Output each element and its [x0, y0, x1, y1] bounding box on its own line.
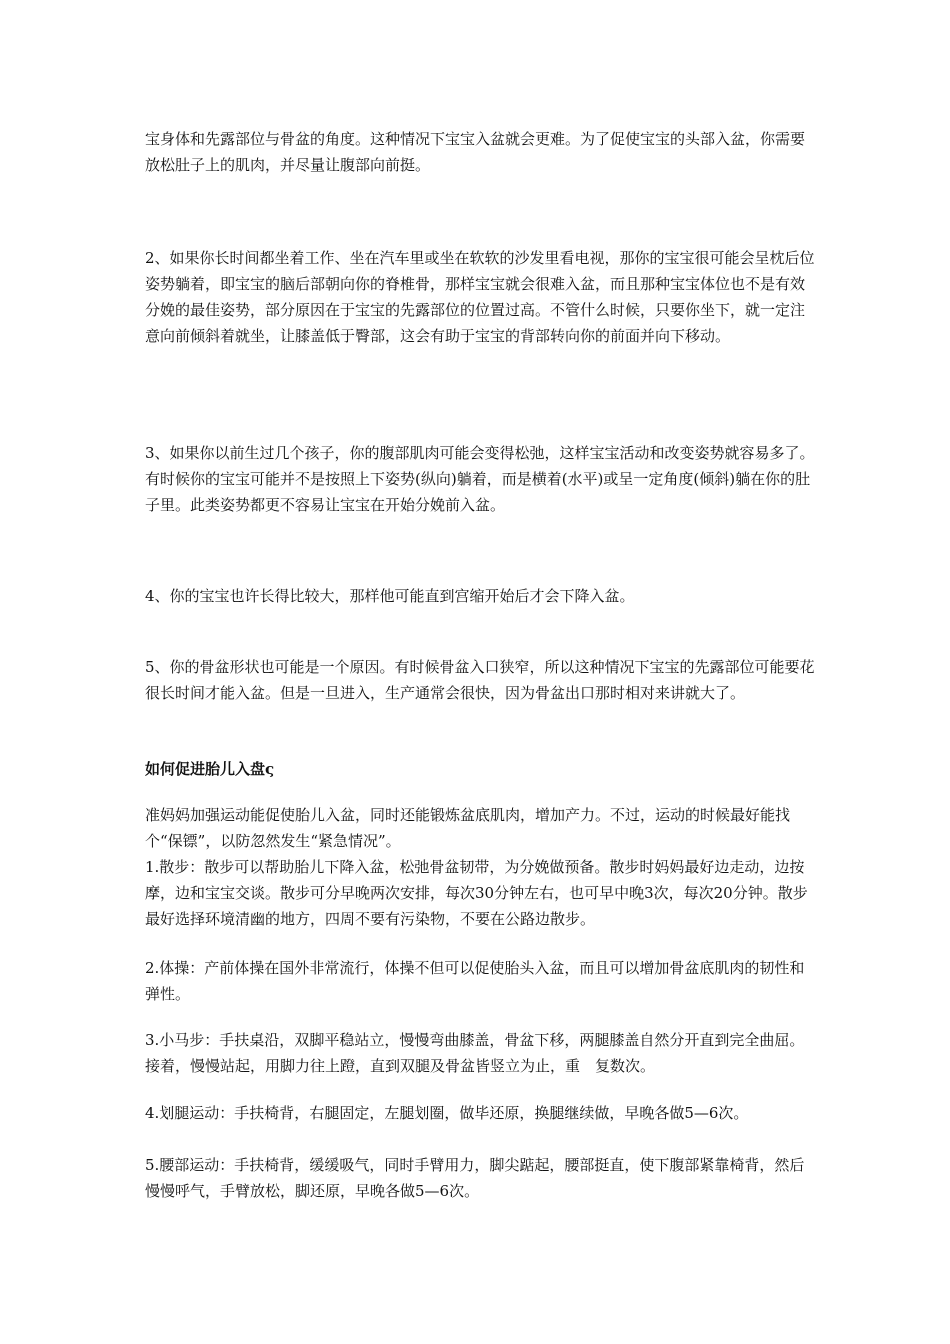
- section-heading: 如何促进胎儿入盘ς: [145, 760, 275, 778]
- paragraph-4: [145, 583, 815, 609]
- section-intro: 准妈妈加强运动能促使胎儿入盆，同时还能锻炼盆底肌肉，增加产力。不过，运动的时候最好能找个“保镖”，以防忽然发生“紧急情况”。: [145, 806, 791, 850]
- paragraph-continued: [145, 126, 815, 178]
- paragraph-text: 4、你的宝宝也许长得比较大，那样他可能直到宫缩开始后才会下降入盆。: [145, 587, 635, 605]
- list-item-horse-stance: [145, 1027, 815, 1079]
- paragraph-2: [145, 245, 815, 349]
- section-body: [145, 802, 815, 932]
- paragraph-text: 4.划腿运动：手扶椅背，右腿固定，左腿划圈，做毕还原，换腿继续做，早晚各做5—6次。: [145, 1104, 749, 1122]
- paragraph-text: 2.体操：产前体操在国外非常流行，体操不但可以促使胎头入盆，而且可以增加骨盆底肌肉的韧性和弹性。: [145, 959, 805, 1003]
- list-item-walking: 1.散步：散步可以帮助胎儿下降入盆，松弛骨盆韧带，为分娩做预备。散步时妈妈最好边走动，边按摩，边和宝宝交谈。散步可分早晚两次安排，每次30分钟左右，也可早中晚3次，每次20分钟。散步最好选择环境清幽的地方，四周不要有污染物，不要在公路边散步。: [145, 858, 808, 928]
- paragraph-text: 3.小马步：手扶桌沿，双脚平稳站立，慢慢弯曲膝盖，骨盆下移，两腿膝盖自然分开直到完全曲屈。接着，慢慢站起，用脚力往上蹬，直到双腿及骨盆皆竖立为止，重 复数次。: [145, 1031, 805, 1075]
- paragraph-text: 3、如果你以前生过几个孩子，你的腹部肌肉可能会变得松弛，这样宝宝活动和改变姿势就容易多了。有时候你的宝宝可能并不是按照上下姿势(纵向)躺着，而是横着(水平)或呈一定角度(倾斜)躺在你的肚子里。此类姿势都更不容易让宝宝在开始分娩前入盆。: [145, 444, 815, 514]
- list-item-exercise: [145, 955, 815, 1007]
- paragraph-5: [145, 654, 815, 706]
- paragraph-text: 5.腰部运动：手扶椅背，缓缓吸气，同时手臂用力，脚尖踮起，腰部挺直，使下腹部紧靠椅背，然后慢慢呼气，手臂放松，脚还原，早晚各做5—6次。: [145, 1156, 805, 1200]
- paragraph-text: 5、你的骨盆形状也可能是一个原因。有时候骨盆入口狭窄，所以这种情况下宝宝的先露部位可能要花很长时间才能入盆。但是一旦进入，生产通常会很快，因为骨盆出口那时相对来讲就大了。: [145, 658, 815, 702]
- list-item-waist-exercise: [145, 1152, 815, 1204]
- paragraph-3: [145, 440, 815, 518]
- paragraph-text: 2、如果你长时间都坐着工作、坐在汽车里或坐在软软的沙发里看电视，那你的宝宝很可能会呈枕后位姿势躺着，即宝宝的脑后部朝向你的脊椎骨，那样宝宝就会很难入盆，而且那种宝宝体位也不是有效分娩的最佳姿势，部分原因在于宝宝的先露部位的位置过高。不管什么时候，只要你坐下，就一定注意向前倾斜着就坐，让膝盖低于臀部，这会有助于宝宝的背部转向你的前面并向下移动。: [145, 249, 815, 345]
- list-item-leg-circles: [145, 1100, 815, 1126]
- paragraph-text: 宝身体和先露部位与骨盆的角度。这种情况下宝宝入盆就会更难。为了促使宝宝的头部入盆，你需要放松肚子上的肌肉，并尽量让腹部向前挺。: [145, 130, 806, 174]
